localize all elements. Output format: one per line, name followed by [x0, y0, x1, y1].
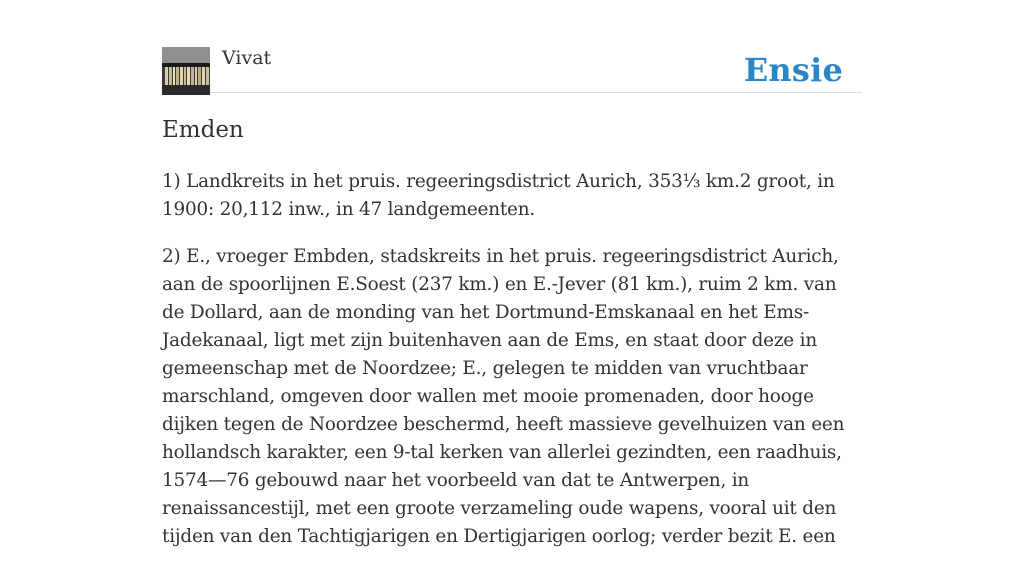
bookshelf-icon — [162, 47, 210, 95]
brand-logo[interactable]: Ensie — [743, 51, 843, 89]
page — [162, 0, 862, 547]
bookshelf-avatar-icon[interactable] — [162, 47, 210, 95]
author-name[interactable]: Vivat — [222, 47, 272, 69]
entry-title: Emden — [162, 117, 244, 143]
definition-paragraph: 1) Landkreits in het pruis. regeeringsdistrict Aurich, 353⅓ km.2 groot, in 1900: 20,112 inw., in 47 landgemeenten. — [162, 171, 835, 220]
definition-paragraph: 2) E., vroeger Embden, stadskreits in het pruis. regeeringsdistrict Aurich, aan de spoorlijnen E.Soest (237 km.) en E.-Jever (81 km.), ruim 2 km. van de Dollard, aan de monding van het Dortmund-Emskanaal en het Ems-Jadekanaal, ligt met zijn buitenhaven aan de Ems, en staat door deze in gemeenschap met de Noordzee; E., gelegen te midden van vruchtbaar marschland, omgeven door wallen met mooie promenaden, door hooge dijken tegen de Noordzee beschermd, heeft massieve gevelhuizen van een hollandsch karakter, een 9-tal kerken van allerlei gezindten, een raadhuis, 1574—76 gebouwd naar het voorbeeld van dat te Antwerpen, in renaissancestijl, met een groote verzameling oude wapens, vooral uit den tijden van den Tachtigjarigen en Dertigjarigen oorlog; verder bezit E. een — [162, 246, 845, 547]
header — [162, 0, 862, 93]
entry-body — [162, 168, 862, 570]
